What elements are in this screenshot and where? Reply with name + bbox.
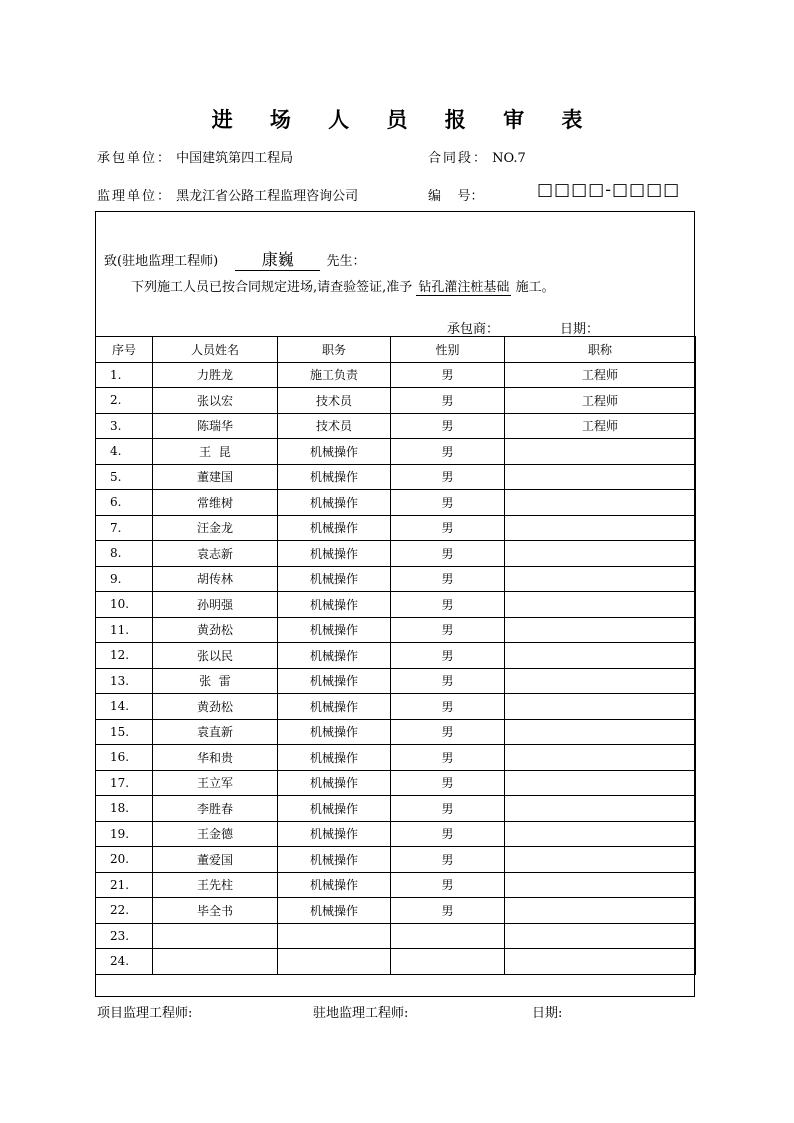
cell-position: 机械操作 bbox=[278, 745, 391, 771]
cell-gender: 男 bbox=[391, 464, 505, 490]
cell-name: 孙明强 bbox=[153, 592, 278, 618]
cell-gender: 男 bbox=[391, 388, 505, 414]
table-row bbox=[96, 745, 696, 771]
cell-gender: 男 bbox=[391, 439, 505, 465]
cell-position: 机械操作 bbox=[278, 439, 391, 465]
contract-section bbox=[428, 147, 526, 166]
cell-gender: 男 bbox=[391, 719, 505, 745]
cell-name: 董建国 bbox=[153, 464, 278, 490]
table-row bbox=[96, 413, 696, 439]
cell-seq: 1. bbox=[96, 362, 153, 388]
cell-title bbox=[505, 566, 696, 592]
cell-seq: 20. bbox=[96, 847, 153, 873]
cell-seq: 8. bbox=[96, 541, 153, 567]
table-row bbox=[96, 566, 696, 592]
cell-gender: 男 bbox=[391, 643, 505, 669]
cell-name: 黄劲松 bbox=[153, 617, 278, 643]
table-row bbox=[96, 770, 696, 796]
cell-position: 机械操作 bbox=[278, 847, 391, 873]
header-name: 人员姓名 bbox=[153, 337, 278, 363]
cell-title bbox=[505, 439, 696, 465]
header-title: 职称 bbox=[505, 337, 696, 363]
cell-gender: 男 bbox=[391, 592, 505, 618]
cell-gender: 男 bbox=[391, 770, 505, 796]
cell-title bbox=[505, 464, 696, 490]
contract-section-value: NO.7 bbox=[492, 151, 526, 166]
cell-gender: 男 bbox=[391, 566, 505, 592]
cell-position: 机械操作 bbox=[278, 617, 391, 643]
cell-seq: 7. bbox=[96, 515, 153, 541]
cell-name: 华和贵 bbox=[153, 745, 278, 771]
work-item: 钻孔灌注桩基础 bbox=[418, 280, 510, 295]
cell-name bbox=[153, 949, 278, 975]
cell-name: 张以宏 bbox=[153, 388, 278, 414]
table-row bbox=[96, 643, 696, 669]
table-row bbox=[96, 694, 696, 720]
cell-gender: 男 bbox=[391, 821, 505, 847]
letter-body-line bbox=[131, 276, 555, 295]
cell-position: 机械操作 bbox=[278, 694, 391, 720]
cell-seq: 12. bbox=[96, 643, 153, 669]
cell-gender bbox=[391, 949, 505, 975]
cell-title bbox=[505, 796, 696, 822]
footer-date: 日期: bbox=[532, 1006, 563, 1021]
cell-title bbox=[505, 898, 696, 924]
table-row bbox=[96, 592, 696, 618]
cell-name bbox=[153, 923, 278, 949]
cell-seq: 10. bbox=[96, 592, 153, 618]
cell-name: 董爱国 bbox=[153, 847, 278, 873]
cell-gender: 男 bbox=[391, 490, 505, 516]
cell-name: 黄劲松 bbox=[153, 694, 278, 720]
table-row bbox=[96, 847, 696, 873]
cell-seq: 3. bbox=[96, 413, 153, 439]
supervisor-unit-value: 黑龙江省公路工程监理咨询公司 bbox=[176, 189, 359, 204]
cell-position: 机械操作 bbox=[278, 796, 391, 822]
table-row bbox=[96, 515, 696, 541]
cell-title bbox=[505, 847, 696, 873]
cell-seq: 6. bbox=[96, 490, 153, 516]
letter-to-line bbox=[104, 247, 365, 271]
resident-engineer-name: 康巍 bbox=[235, 247, 320, 271]
table-row bbox=[96, 872, 696, 898]
cell-seq: 21. bbox=[96, 872, 153, 898]
cell-name: 袁志新 bbox=[153, 541, 278, 567]
cell-title bbox=[505, 719, 696, 745]
cell-position: 机械操作 bbox=[278, 541, 391, 567]
cell-position: 机械操作 bbox=[278, 643, 391, 669]
personnel-table bbox=[95, 336, 696, 975]
cell-title bbox=[505, 770, 696, 796]
table-row bbox=[96, 490, 696, 516]
header-position: 职务 bbox=[278, 337, 391, 363]
table-row bbox=[96, 898, 696, 924]
cell-name: 力胜龙 bbox=[153, 362, 278, 388]
cell-name: 陈瑞华 bbox=[153, 413, 278, 439]
cell-title bbox=[505, 821, 696, 847]
supervisor-unit bbox=[97, 185, 358, 204]
table-row bbox=[96, 464, 696, 490]
cell-seq: 22. bbox=[96, 898, 153, 924]
cell-gender: 男 bbox=[391, 413, 505, 439]
cell-name: 胡传林 bbox=[153, 566, 278, 592]
cell-name: 张以民 bbox=[153, 643, 278, 669]
cell-gender: 男 bbox=[391, 617, 505, 643]
cell-title bbox=[505, 949, 696, 975]
cell-position: 机械操作 bbox=[278, 515, 391, 541]
cell-position bbox=[278, 923, 391, 949]
table-row bbox=[96, 668, 696, 694]
table-row bbox=[96, 949, 696, 975]
cell-seq: 23. bbox=[96, 923, 153, 949]
cell-title bbox=[505, 515, 696, 541]
cell-name: 毕全书 bbox=[153, 898, 278, 924]
cell-position: 机械操作 bbox=[278, 490, 391, 516]
cell-title: 工程师 bbox=[505, 362, 696, 388]
cell-seq: 19. bbox=[96, 821, 153, 847]
cell-name: 汪金龙 bbox=[153, 515, 278, 541]
cell-gender: 男 bbox=[391, 362, 505, 388]
cell-position: 机械操作 bbox=[278, 592, 391, 618]
cell-seq: 15. bbox=[96, 719, 153, 745]
cell-seq: 16. bbox=[96, 745, 153, 771]
cell-position: 机械操作 bbox=[278, 770, 391, 796]
cell-gender: 男 bbox=[391, 694, 505, 720]
table-header-row bbox=[96, 337, 696, 363]
table-row bbox=[96, 362, 696, 388]
cell-gender: 男 bbox=[391, 745, 505, 771]
cell-position: 技术员 bbox=[278, 388, 391, 414]
cell-seq: 24. bbox=[96, 949, 153, 975]
cell-title bbox=[505, 923, 696, 949]
cell-position: 机械操作 bbox=[278, 821, 391, 847]
table-row bbox=[96, 719, 696, 745]
cell-name: 张 雷 bbox=[153, 668, 278, 694]
contractor-date-label: 日期： bbox=[560, 322, 600, 337]
footer-project-engineer: 项目监理工程师: bbox=[97, 1006, 193, 1021]
table-row bbox=[96, 388, 696, 414]
cell-name: 王金德 bbox=[153, 821, 278, 847]
table-row bbox=[96, 541, 696, 567]
cell-seq: 11. bbox=[96, 617, 153, 643]
contractor-unit-label: 承包单位： bbox=[97, 151, 173, 166]
cell-title bbox=[505, 643, 696, 669]
cell-seq: 4. bbox=[96, 439, 153, 465]
contractor-unit bbox=[97, 147, 293, 166]
cell-title bbox=[505, 617, 696, 643]
cell-name: 王先柱 bbox=[153, 872, 278, 898]
contract-section-label: 合同段： bbox=[428, 151, 489, 166]
letter-to-suffix: 先生： bbox=[326, 254, 366, 269]
header-seq: 序号 bbox=[96, 337, 153, 363]
cell-gender: 男 bbox=[391, 515, 505, 541]
cell-position bbox=[278, 949, 391, 975]
cell-position: 机械操作 bbox=[278, 719, 391, 745]
cell-title: 工程师 bbox=[505, 388, 696, 414]
cell-position: 机械操作 bbox=[278, 566, 391, 592]
letter-body-prefix: 下列施工人员已按合同规定进场,请查验签证,准予 bbox=[131, 280, 413, 295]
cell-gender: 男 bbox=[391, 872, 505, 898]
table-row bbox=[96, 923, 696, 949]
cell-position: 机械操作 bbox=[278, 872, 391, 898]
cell-title: 工程师 bbox=[505, 413, 696, 439]
footer-resident-engineer: 驻地监理工程师: bbox=[313, 1006, 409, 1021]
cell-position: 机械操作 bbox=[278, 898, 391, 924]
cell-title bbox=[505, 745, 696, 771]
number-value: □□□□-□□□□ bbox=[537, 180, 681, 200]
cell-title bbox=[505, 592, 696, 618]
cell-name: 常维树 bbox=[153, 490, 278, 516]
cell-seq: 18. bbox=[96, 796, 153, 822]
cell-position: 施工负责 bbox=[278, 362, 391, 388]
cell-title bbox=[505, 490, 696, 516]
table-body bbox=[96, 362, 696, 974]
cell-gender: 男 bbox=[391, 847, 505, 873]
cell-seq: 9. bbox=[96, 566, 153, 592]
cell-seq: 13. bbox=[96, 668, 153, 694]
cell-position: 机械操作 bbox=[278, 668, 391, 694]
page-title: 进 场 人 员 报 审 表 bbox=[211, 107, 598, 132]
supervisor-unit-label: 监理单位： bbox=[97, 189, 173, 204]
table-row bbox=[96, 617, 696, 643]
cell-position: 机械操作 bbox=[278, 464, 391, 490]
cell-name: 李胜春 bbox=[153, 796, 278, 822]
cell-title bbox=[505, 872, 696, 898]
contractor-signature-label: 承包商： bbox=[447, 322, 500, 337]
table-row bbox=[96, 796, 696, 822]
cell-seq: 2. bbox=[96, 388, 153, 414]
cell-gender: 男 bbox=[391, 898, 505, 924]
cell-gender: 男 bbox=[391, 541, 505, 567]
cell-title bbox=[505, 541, 696, 567]
letter-body-suffix: 施工。 bbox=[515, 280, 555, 295]
cell-seq: 5. bbox=[96, 464, 153, 490]
table-row bbox=[96, 439, 696, 465]
cell-name: 王立军 bbox=[153, 770, 278, 796]
cell-title bbox=[505, 694, 696, 720]
cell-position: 技术员 bbox=[278, 413, 391, 439]
contractor-unit-value: 中国建筑第四工程局 bbox=[176, 151, 294, 166]
cell-title bbox=[505, 668, 696, 694]
table-row bbox=[96, 821, 696, 847]
cell-seq: 17. bbox=[96, 770, 153, 796]
header-gender: 性别 bbox=[391, 337, 505, 363]
cell-name: 袁直新 bbox=[153, 719, 278, 745]
cell-name: 王 昆 bbox=[153, 439, 278, 465]
number-label: 编 号： bbox=[428, 189, 484, 204]
cell-gender bbox=[391, 923, 505, 949]
letter-to-prefix: 致(驻地监理工程师) bbox=[104, 254, 219, 269]
cell-gender: 男 bbox=[391, 668, 505, 694]
cell-gender: 男 bbox=[391, 796, 505, 822]
cell-seq: 14. bbox=[96, 694, 153, 720]
